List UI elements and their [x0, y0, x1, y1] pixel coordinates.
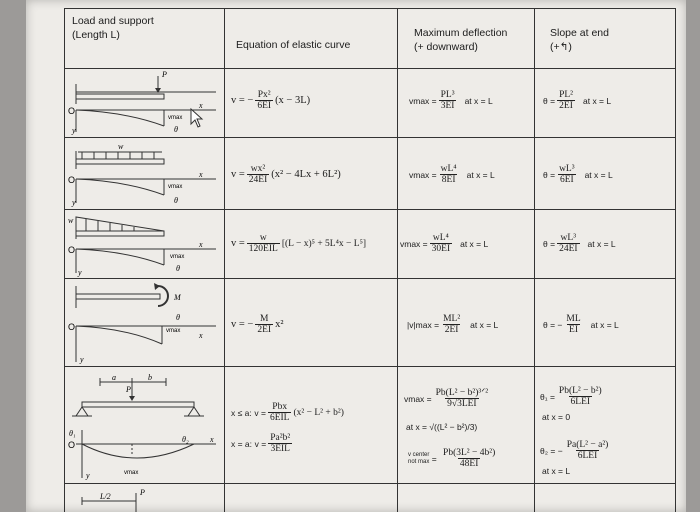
- column-divider: [397, 8, 398, 512]
- beam: [76, 294, 160, 299]
- row5-slope-2-location: at x = L: [542, 466, 571, 476]
- row3-max-deflection: vmax = $\frac{\text{wL⁴}}{30EI}$ at x = L: [400, 233, 489, 254]
- y-axis-label: y: [86, 471, 90, 480]
- y-axis-label: y: [78, 268, 82, 277]
- deflected-curve: [76, 326, 162, 344]
- origin-label: O: [68, 106, 76, 116]
- y-axis-label: y: [72, 198, 76, 207]
- beam: [76, 159, 164, 164]
- origin-label: O: [68, 440, 76, 450]
- table-border-top: [64, 8, 676, 9]
- vmax-label: vmax: [166, 328, 181, 334]
- header-max-deflection: Maximum deflection (+ downward): [414, 27, 508, 53]
- row2-slope: θ = $\frac{\text{wL³}}{6EI}$ at x = L: [543, 164, 613, 185]
- moment-label: M: [174, 293, 181, 302]
- theta-label: θ: [174, 125, 178, 134]
- a-dimension-label: a: [112, 373, 116, 382]
- theta-label: θ: [176, 313, 180, 322]
- row3-elastic-curve: v = $\frac{w}{\text{120EIL}}$ [(L − x)⁵ + 5L⁴x − L⁵]: [231, 233, 367, 254]
- vmax-label: vmax: [168, 184, 183, 190]
- theta1-label: θ₁: [69, 429, 76, 438]
- simply-supported-point-load-diagram: [66, 368, 222, 482]
- row5-max-deflection: vmax = $\frac{\text{Pb(L² − b²)³ᐟ²}}{\text{9√3LEI}}$: [404, 388, 489, 409]
- row5-center-deflection: v center not max = $\frac{\text{Pb(3L² − 4b²)}}{48EI}$: [408, 448, 496, 469]
- vmax-label: vmax: [170, 254, 185, 260]
- row-divider: [64, 137, 676, 138]
- b-dimension-label: b: [148, 373, 152, 382]
- row4-max-deflection: |v|max = $\frac{\text{ML²}}{2EI}$ at x = L: [407, 314, 499, 335]
- row5-slope-1-location: at x = 0: [542, 412, 571, 422]
- row2-elastic-curve: v = $\frac{\text{wx²}}{24EI}$ (x² − 4Lx + 6L²): [231, 164, 341, 185]
- beam: [82, 402, 194, 407]
- row-divider: [64, 366, 676, 367]
- x-axis-label: x: [210, 435, 214, 444]
- load-label: w: [118, 142, 124, 151]
- cantilever-triangular-load-diagram: [66, 211, 222, 277]
- half-length-label: L/2: [100, 492, 111, 501]
- load-label: P: [140, 488, 145, 497]
- x-axis-label: x: [199, 170, 203, 179]
- vmax-label: vmax: [168, 115, 183, 121]
- header-divider: [64, 68, 676, 69]
- x-axis-label: x: [199, 331, 203, 340]
- row-divider: [64, 483, 676, 484]
- beam: [76, 94, 164, 99]
- header-slope-at-end: Slope at end (+↰): [550, 27, 609, 53]
- deflected-curve: [76, 249, 164, 265]
- row1-max-deflection: vmax = $\frac{\text{PL³}}{3EI}$ at x = L: [409, 90, 493, 111]
- mouse-cursor-icon: [190, 108, 204, 128]
- origin-label: O: [68, 175, 76, 185]
- row2-max-deflection: vmax = $\frac{\text{wL⁴}}{8EI}$ at x = L: [409, 164, 495, 185]
- beam-deflection-table: [64, 8, 676, 512]
- load-label: P: [162, 70, 167, 79]
- theta2-label: θ₂: [182, 435, 189, 444]
- row4-slope: θ = − $\frac{ML}{EI}$ at x = L: [543, 314, 619, 335]
- column-divider: [534, 8, 535, 512]
- cantilever-uniform-load-diagram: [66, 139, 222, 207]
- row5-slope-2: θ₂ = − $\frac{\text{Pa(L² − a²)}}{\text{6LEI}}$: [540, 440, 609, 461]
- origin-label: O: [68, 245, 76, 255]
- row4-elastic-curve: v = − $\frac{M}{2EI}$ x²: [231, 314, 284, 335]
- theta-label: θ: [176, 264, 180, 273]
- y-axis-label: y: [80, 355, 84, 364]
- column-divider: [224, 8, 225, 512]
- x-axis-label: x: [199, 240, 203, 249]
- pin-support: [76, 407, 88, 416]
- table-border-left: [64, 8, 65, 512]
- simply-supported-center-load-diagram: [66, 485, 222, 512]
- roller-support: [188, 407, 200, 416]
- deflected-curve: [76, 110, 164, 126]
- row5-elastic-curve-1: x ≤ a: v = $\frac{\text{Pbx}}{\text{6EIL}}$ (x² − L² + b²): [231, 402, 344, 423]
- row5-elastic-curve-2: x = a: v = $\frac{\text{Pa²b²}}{\text{3EIL}}$: [231, 433, 291, 454]
- x-axis-label: x: [199, 101, 203, 110]
- row5-max-deflection-location: at x = √((L² − b²)/3): [406, 422, 478, 432]
- vmax-label: vmax: [124, 470, 139, 476]
- textbook-page: [26, 0, 686, 512]
- triangular-load: [76, 217, 164, 231]
- load-label: w: [68, 216, 74, 225]
- row1-elastic-curve: v = − $\frac{\text{Px²}}{6EI}$ (x − 3L): [231, 90, 311, 111]
- row3-slope: θ = $\frac{\text{wL³}}{24EI}$ at x = L: [543, 233, 616, 254]
- load-label: P: [126, 385, 131, 394]
- row-divider: [64, 278, 676, 279]
- cantilever-end-moment-diagram: [66, 280, 222, 364]
- origin-label: O: [68, 322, 76, 332]
- deflected-curve: [82, 444, 194, 458]
- theta-label: θ: [174, 196, 178, 205]
- deflected-curve: [76, 179, 164, 195]
- beam: [76, 231, 164, 236]
- header-load-support: Load and support (Length L): [72, 15, 154, 41]
- row-divider: [64, 209, 676, 210]
- table-border-right: [675, 8, 676, 512]
- header-elastic-curve: Equation of elastic curve: [236, 39, 351, 51]
- y-axis-label: y: [72, 126, 76, 135]
- row5-slope-1: θ₁ = $\frac{\text{Pb(L² − b²)}}{\text{6LEI}}$: [540, 386, 602, 407]
- row1-slope: θ = $\frac{\text{PL²}}{2EI}$ at x = L: [543, 90, 612, 111]
